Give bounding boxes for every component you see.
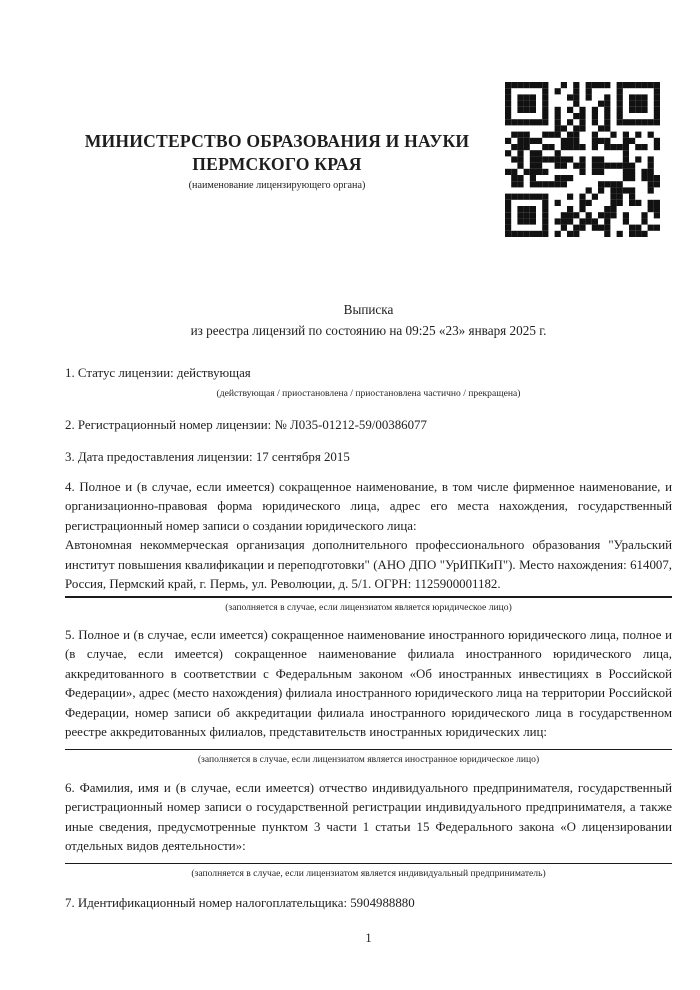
authority-name-line2: ПЕРМСКОГО КРАЯ — [192, 153, 362, 174]
license-status-text: 1. Статус лицензии: действующая — [65, 366, 251, 380]
page-number: 1 — [365, 931, 372, 945]
registration-number-text: 2. Регистрационный номер лицензии: № Л035-01212-59/00386077 — [65, 417, 427, 432]
license-status-caption: (действующая / приостановлена / приостановлена частично / прекращена) — [216, 387, 521, 399]
legal-entity-label: 4. Полное и (в случае, если имеется) сокращенное наименование, в том числе фирменное наименование, и организационно-правовая форма юридического лица, адрес его места нахождения, государственный регистрационный номер записи о создании юридического лица: — [65, 479, 672, 533]
foreign-entity-label: 5. Полное и (в случае, если имеется) сокращенное наименование иностранного юридического лица, полное и (в случае, если имеется) сокращенное наименование филиала иностранного юридического лица, аккредитованного в соответствии с Федеральным законом «Об иностранных инвестициях в Российской Федерации», адрес (место нахождения) филиала иностранного юридического лица на территории Российской Федерации, номер записи об аккредитации филиала иностранного юридического лица в государственном реестре аккредитованных филиалов, представительств иностранных юридических лиц: — [65, 627, 672, 739]
authority-caption: (наименование лицензирующего органа) — [188, 180, 366, 192]
authority-name-line1: МИНИСТЕРСТВО ОБРАЗОВАНИЯ И НАУКИ — [84, 131, 470, 151]
item-individual-entrepreneur — [65, 779, 672, 880]
licensing-authority-name — [57, 130, 497, 175]
licensing-authority-block — [57, 130, 497, 191]
entrepreneur-label: 6. Фамилия, имя и (в случае, если имеется) отчество индивидуального предпринимателя, государственный регистрационный номер записи о государственной регистрации индивидуального предпринимателя, а также иные сведения, предусмотренные пунктом 3 части 1 статьи 15 Федерального закона «О лицензировании отдельных видов деятельности»: — [65, 780, 672, 853]
item-foreign-entity — [65, 626, 672, 766]
item-license-date — [65, 448, 672, 468]
item-taxpayer-number — [65, 894, 672, 914]
item-license-status — [65, 364, 672, 400]
entrepreneur-blank-line — [65, 857, 672, 864]
document-header — [0, 0, 700, 237]
item-legal-entity — [65, 478, 672, 614]
title-line1: Выписка — [343, 302, 394, 317]
entrepreneur-caption: (заполняется в случае, если лицензиатом является индивидуальный предприниматель) — [191, 867, 546, 879]
items-list — [65, 364, 672, 913]
document-body — [0, 299, 700, 913]
document-title — [65, 299, 672, 341]
title-line2: из реестра лицензий по состоянию на 09:25 «23» января 2025 г. — [190, 323, 547, 338]
foreign-entity-blank-line — [65, 743, 672, 750]
foreign-entity-caption: (заполняется в случае, если лицензиатом является иностранное юридическое лицо) — [197, 753, 540, 765]
taxpayer-number-text: 7. Идентификационный номер налогоплательщика: 5904988880 — [65, 895, 415, 910]
qr-code-icon — [505, 82, 660, 237]
license-date-text: 3. Дата предоставления лицензии: 17 сентября 2015 — [65, 450, 350, 464]
legal-entity-caption: (заполняется в случае, если лицензиатом является юридическое лицо) — [225, 601, 512, 613]
item-registration-number — [65, 416, 672, 436]
legal-entity-value: Автономная некоммерческая организация дополнительного профессионального образования "Уральский институт повышения квалификации и переподготовки" (АНО ДПО "УрИПКиП"). Место нахождения: 614007, Россия, Пермский край, г. Пермь, ул. Революции, д. 5/1. ОГРН: 1125900001182. — [65, 536, 672, 598]
